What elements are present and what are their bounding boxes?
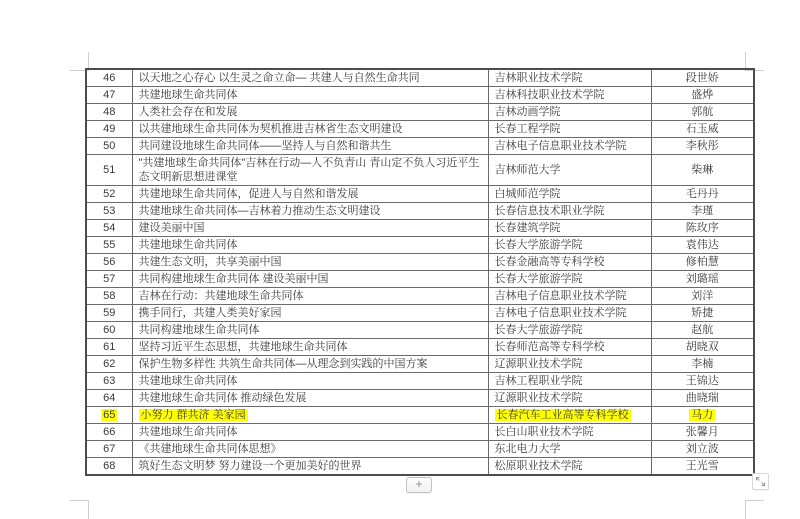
cell-text: 长白山职业技术学院 bbox=[494, 426, 594, 438]
author-cell[interactable] bbox=[651, 138, 754, 155]
table-row bbox=[86, 104, 754, 121]
school-cell[interactable] bbox=[488, 356, 651, 373]
table-row bbox=[86, 305, 754, 322]
cell-text: 54 bbox=[103, 222, 116, 234]
cell-text: 毛丹丹 bbox=[685, 188, 719, 200]
entry-title-cell[interactable] bbox=[132, 322, 488, 339]
author-cell[interactable] bbox=[651, 288, 754, 305]
cell-text: 李楠 bbox=[691, 358, 714, 370]
author-cell[interactable] bbox=[651, 458, 754, 476]
cell-text: 61 bbox=[103, 341, 116, 353]
school-cell[interactable] bbox=[488, 322, 651, 339]
cell-text: 长春金融高等专科学校 bbox=[494, 256, 605, 268]
entry-title-cell[interactable] bbox=[132, 69, 488, 87]
entry-title-cell[interactable] bbox=[132, 441, 488, 458]
entry-title-cell[interactable] bbox=[132, 254, 488, 271]
highlight-span: 长春汽车工业高等专科学校 bbox=[496, 409, 629, 421]
cell-text: 长春大学旅游学院 bbox=[494, 273, 583, 285]
entry-title-cell[interactable] bbox=[132, 203, 488, 220]
row-number-cell[interactable] bbox=[86, 424, 132, 441]
entry-title-cell[interactable] bbox=[132, 104, 488, 121]
school-cell[interactable] bbox=[488, 441, 651, 458]
entry-title-cell[interactable] bbox=[132, 87, 488, 104]
cell-text: 63 bbox=[103, 375, 116, 387]
table-row bbox=[86, 339, 754, 356]
row-number-cell[interactable] bbox=[86, 339, 132, 356]
school-cell[interactable] bbox=[488, 87, 651, 104]
cell-text: 盛烨 bbox=[691, 89, 714, 101]
cell-text: 56 bbox=[103, 256, 116, 268]
cell-text: 共建地球生命共同体，促进人与自然和谐发展 bbox=[138, 188, 359, 200]
cell-text: 吉林师范大学 bbox=[494, 164, 561, 176]
cell-text: 胡晓双 bbox=[685, 341, 719, 353]
entry-title-cell[interactable] bbox=[132, 186, 488, 203]
school-cell[interactable] bbox=[488, 69, 651, 87]
entry-title-cell[interactable] bbox=[132, 356, 488, 373]
table-row bbox=[86, 203, 754, 220]
author-cell[interactable] bbox=[651, 407, 754, 424]
cell-text: 《共建地球生命共同体思想》 bbox=[138, 443, 282, 455]
cell-text: 47 bbox=[103, 89, 116, 101]
cell-text: 以共建地球生命共同体为契机推进吉林省生态文明建设 bbox=[138, 123, 403, 135]
row-number-cell[interactable] bbox=[86, 305, 132, 322]
cell-text: 共建地球生命共同体 bbox=[138, 89, 238, 101]
row-number-cell[interactable] bbox=[86, 121, 132, 138]
entry-title-cell[interactable] bbox=[132, 271, 488, 288]
school-cell[interactable] bbox=[488, 203, 651, 220]
row-number-cell[interactable] bbox=[86, 203, 132, 220]
row-number-cell[interactable] bbox=[86, 220, 132, 237]
cell-text: 共建生态文明，共享美丽中国 bbox=[138, 256, 282, 268]
row-number-cell[interactable] bbox=[86, 254, 132, 271]
school-cell[interactable] bbox=[488, 155, 651, 186]
cell-text: 白城师范学院 bbox=[494, 188, 561, 200]
cell-text: 人类社会存在和发展 bbox=[138, 106, 238, 118]
cell-text: 60 bbox=[103, 324, 116, 336]
table-row bbox=[86, 69, 754, 87]
row-number-cell[interactable] bbox=[86, 186, 132, 203]
school-cell[interactable] bbox=[488, 390, 651, 407]
author-cell[interactable] bbox=[651, 339, 754, 356]
cell-text: 46 bbox=[103, 72, 116, 84]
cell-text: 共建地球生命共同体 bbox=[138, 426, 238, 438]
cell-text: 赵航 bbox=[691, 324, 714, 336]
table-resize-handle[interactable] bbox=[752, 473, 769, 490]
cell-text: 55 bbox=[103, 239, 116, 251]
cell-text: 共同建设地球生命共同体——坚持人与自然和谐共生 bbox=[138, 140, 392, 152]
cell-text: 吉林电子信息职业技术学院 bbox=[494, 307, 627, 319]
row-number-cell[interactable] bbox=[86, 271, 132, 288]
author-cell[interactable] bbox=[651, 220, 754, 237]
cell-text: 长春信息技术职业学院 bbox=[494, 205, 605, 217]
cell-text: 吉林电子信息职业技术学院 bbox=[494, 290, 627, 302]
cell-text: 49 bbox=[103, 123, 116, 135]
row-number-cell[interactable] bbox=[86, 458, 132, 476]
table-row bbox=[86, 407, 754, 424]
school-cell[interactable] bbox=[488, 458, 651, 476]
cell-text: 建设美丽中国 bbox=[138, 222, 205, 234]
author-cell[interactable] bbox=[651, 373, 754, 390]
entry-title-cell[interactable] bbox=[132, 390, 488, 407]
table-row bbox=[86, 121, 754, 138]
crop-mark-bottom-left bbox=[70, 500, 89, 519]
cell-text: 陈玫序 bbox=[685, 222, 719, 234]
school-cell[interactable] bbox=[488, 121, 651, 138]
cell-text: 吉林电子信息职业技术学院 bbox=[494, 140, 627, 152]
table-row bbox=[86, 424, 754, 441]
cell-text: 张馨月 bbox=[685, 426, 719, 438]
school-cell[interactable] bbox=[488, 373, 651, 390]
author-cell[interactable] bbox=[651, 87, 754, 104]
entry-title-cell[interactable] bbox=[132, 407, 488, 424]
cell-text: 东北电力大学 bbox=[494, 443, 561, 455]
cell-text: 59 bbox=[103, 307, 116, 319]
table-row bbox=[86, 373, 754, 390]
table-row bbox=[86, 458, 754, 476]
highlight-span: 马力 bbox=[691, 409, 714, 421]
row-number-cell[interactable] bbox=[86, 104, 132, 121]
row-number-cell[interactable] bbox=[86, 237, 132, 254]
entry-title-cell[interactable] bbox=[132, 339, 488, 356]
cell-text: 57 bbox=[103, 273, 116, 285]
school-cell[interactable] bbox=[488, 138, 651, 155]
author-cell[interactable] bbox=[651, 104, 754, 121]
cell-text: 段世娇 bbox=[685, 72, 719, 84]
entry-title-cell[interactable] bbox=[132, 155, 488, 186]
table-footer-bar bbox=[85, 476, 753, 498]
row-number-cell[interactable] bbox=[86, 407, 132, 424]
cell-text: 坚持习近平生态思想，共建地球生命共同体 bbox=[138, 341, 348, 353]
cell-text: 李瑾 bbox=[691, 205, 714, 217]
table-row bbox=[86, 237, 754, 254]
cell-text: 长春工程学院 bbox=[494, 123, 561, 135]
cell-text: 66 bbox=[103, 426, 116, 438]
row-number-cell[interactable] bbox=[86, 356, 132, 373]
entry-title-cell[interactable] bbox=[132, 220, 488, 237]
school-cell[interactable] bbox=[488, 186, 651, 203]
cell-text: 柴琳 bbox=[691, 164, 714, 176]
cell-text: 共建地球生命共同体 bbox=[138, 375, 238, 387]
cell-text: 58 bbox=[103, 290, 116, 302]
author-cell[interactable] bbox=[651, 441, 754, 458]
cell-text: 吉林科技职业技术学院 bbox=[494, 89, 605, 101]
cell-text: 53 bbox=[103, 205, 116, 217]
cell-text: 刘璐瑶 bbox=[685, 273, 719, 285]
school-cell[interactable] bbox=[488, 288, 651, 305]
school-cell[interactable] bbox=[488, 424, 651, 441]
school-cell[interactable] bbox=[488, 237, 651, 254]
entry-title-cell[interactable] bbox=[132, 305, 488, 322]
cell-text: 袁伟达 bbox=[685, 239, 719, 251]
cell-text: 共建地球生命共同体 bbox=[138, 239, 238, 251]
cell-text: 共建地球生命共同体—吉林着力推动生态文明建设 bbox=[138, 205, 381, 217]
cell-text: 辽源职业技术学院 bbox=[494, 358, 583, 370]
row-number-cell[interactable] bbox=[86, 288, 132, 305]
cell-text: "共建地球生命共同体"吉林在行动—人不负青山 青山定不负人习近平生态文明新思想进课堂 bbox=[138, 157, 480, 183]
author-cell[interactable] bbox=[651, 305, 754, 322]
highlight-span: 小努力 群共济 美家园 bbox=[140, 409, 246, 421]
table-row bbox=[86, 220, 754, 237]
entry-title-cell[interactable] bbox=[132, 288, 488, 305]
cell-text: 吉林工程职业学院 bbox=[494, 375, 583, 387]
entry-title-cell[interactable] bbox=[132, 237, 488, 254]
resize-diagonal-icon bbox=[753, 474, 768, 489]
cell-text: 刘立波 bbox=[685, 443, 719, 455]
cell-text: 长春大学旅游学院 bbox=[494, 324, 583, 336]
cell-text: 52 bbox=[103, 188, 116, 200]
school-cell[interactable] bbox=[488, 339, 651, 356]
author-cell[interactable] bbox=[651, 69, 754, 87]
entry-title-cell[interactable] bbox=[132, 373, 488, 390]
cell-text: 吉林职业技术学院 bbox=[494, 72, 583, 84]
cell-text: 长春大学旅游学院 bbox=[494, 239, 583, 251]
table-row bbox=[86, 87, 754, 104]
school-cell[interactable] bbox=[488, 305, 651, 322]
table-row bbox=[86, 288, 754, 305]
cell-text: 松原职业技术学院 bbox=[494, 460, 583, 472]
cell-text: 64 bbox=[103, 392, 116, 404]
table-row bbox=[86, 356, 754, 373]
entry-title-cell[interactable] bbox=[132, 121, 488, 138]
table-row bbox=[86, 271, 754, 288]
cell-text: 51 bbox=[103, 164, 116, 176]
author-cell[interactable] bbox=[651, 356, 754, 373]
row-number-cell[interactable] bbox=[86, 155, 132, 186]
cell-text: 郭航 bbox=[691, 106, 714, 118]
cell-text: 吉林在行动：共建地球生命共同体 bbox=[138, 290, 304, 302]
cell-text: 67 bbox=[103, 443, 116, 455]
author-cell[interactable] bbox=[651, 322, 754, 339]
row-number-cell[interactable] bbox=[86, 322, 132, 339]
author-cell[interactable] bbox=[651, 203, 754, 220]
highlight-span: 65 bbox=[103, 409, 116, 421]
table-row bbox=[86, 186, 754, 203]
author-cell[interactable] bbox=[651, 155, 754, 186]
document-table-area bbox=[85, 68, 753, 498]
table-row bbox=[86, 390, 754, 407]
cell-text: 刘洋 bbox=[691, 290, 714, 302]
author-cell[interactable] bbox=[651, 121, 754, 138]
cell-text: 筑好生态文明梦 努力建设一个更加美好的世界 bbox=[138, 460, 362, 472]
cell-text: 石玉威 bbox=[685, 123, 719, 135]
cell-text: 王锦达 bbox=[685, 375, 719, 387]
author-cell[interactable] bbox=[651, 186, 754, 203]
row-number-cell[interactable] bbox=[86, 87, 132, 104]
cell-text: 曲晓瑞 bbox=[685, 392, 719, 404]
table-row bbox=[86, 254, 754, 271]
cell-text: 共同构建地球生命共同体 bbox=[138, 324, 260, 336]
cell-text: 48 bbox=[103, 106, 116, 118]
author-cell[interactable] bbox=[651, 254, 754, 271]
table-row bbox=[86, 441, 754, 458]
school-cell[interactable] bbox=[488, 220, 651, 237]
document-table bbox=[85, 68, 755, 476]
cell-text: 50 bbox=[103, 140, 116, 152]
row-number-cell[interactable] bbox=[86, 390, 132, 407]
author-cell[interactable] bbox=[651, 271, 754, 288]
row-number-cell[interactable] bbox=[86, 373, 132, 390]
cell-text: 辽源职业技术学院 bbox=[494, 392, 583, 404]
cell-text: 李秋彤 bbox=[685, 140, 719, 152]
crop-mark-bottom-right bbox=[745, 500, 764, 519]
cell-text: 吉林动画学院 bbox=[494, 106, 561, 118]
table-row bbox=[86, 322, 754, 339]
row-number-cell[interactable] bbox=[86, 441, 132, 458]
cell-text: 修柏慧 bbox=[685, 256, 719, 268]
school-cell[interactable] bbox=[488, 104, 651, 121]
cell-text: 62 bbox=[103, 358, 116, 370]
cell-text: 68 bbox=[103, 460, 116, 472]
table-row bbox=[86, 155, 754, 186]
cell-text: 共同构建地球生命共同体 建设美丽中国 bbox=[138, 273, 329, 285]
cell-text: 携手同行，共建人类美好家园 bbox=[138, 307, 282, 319]
entry-title-cell[interactable] bbox=[132, 458, 488, 476]
row-number-cell[interactable] bbox=[86, 69, 132, 87]
school-cell[interactable] bbox=[488, 254, 651, 271]
cell-text: 长春师范高等专科学校 bbox=[494, 341, 605, 353]
table-row bbox=[86, 138, 754, 155]
entry-title-cell[interactable] bbox=[132, 424, 488, 441]
author-cell[interactable] bbox=[651, 424, 754, 441]
cell-text: 以天地之心存心 以生灵之命立命— 共建人与自然生命共同 bbox=[138, 72, 420, 84]
add-row-button[interactable]: + bbox=[406, 477, 432, 493]
row-number-cell[interactable] bbox=[86, 138, 132, 155]
cell-text: 保护生物多样性 共筑生命共同体—从理念到实践的中国方案 bbox=[138, 358, 428, 370]
author-cell[interactable] bbox=[651, 237, 754, 254]
cell-text: 王光雪 bbox=[685, 460, 719, 472]
cell-text: 矫捷 bbox=[691, 307, 714, 319]
entry-title-cell[interactable] bbox=[132, 138, 488, 155]
cell-text: 长春建筑学院 bbox=[494, 222, 561, 234]
school-cell[interactable] bbox=[488, 271, 651, 288]
cell-text: 共建地球生命共同体 推动绿色发展 bbox=[138, 392, 307, 404]
school-cell[interactable] bbox=[488, 407, 651, 424]
author-cell[interactable] bbox=[651, 390, 754, 407]
